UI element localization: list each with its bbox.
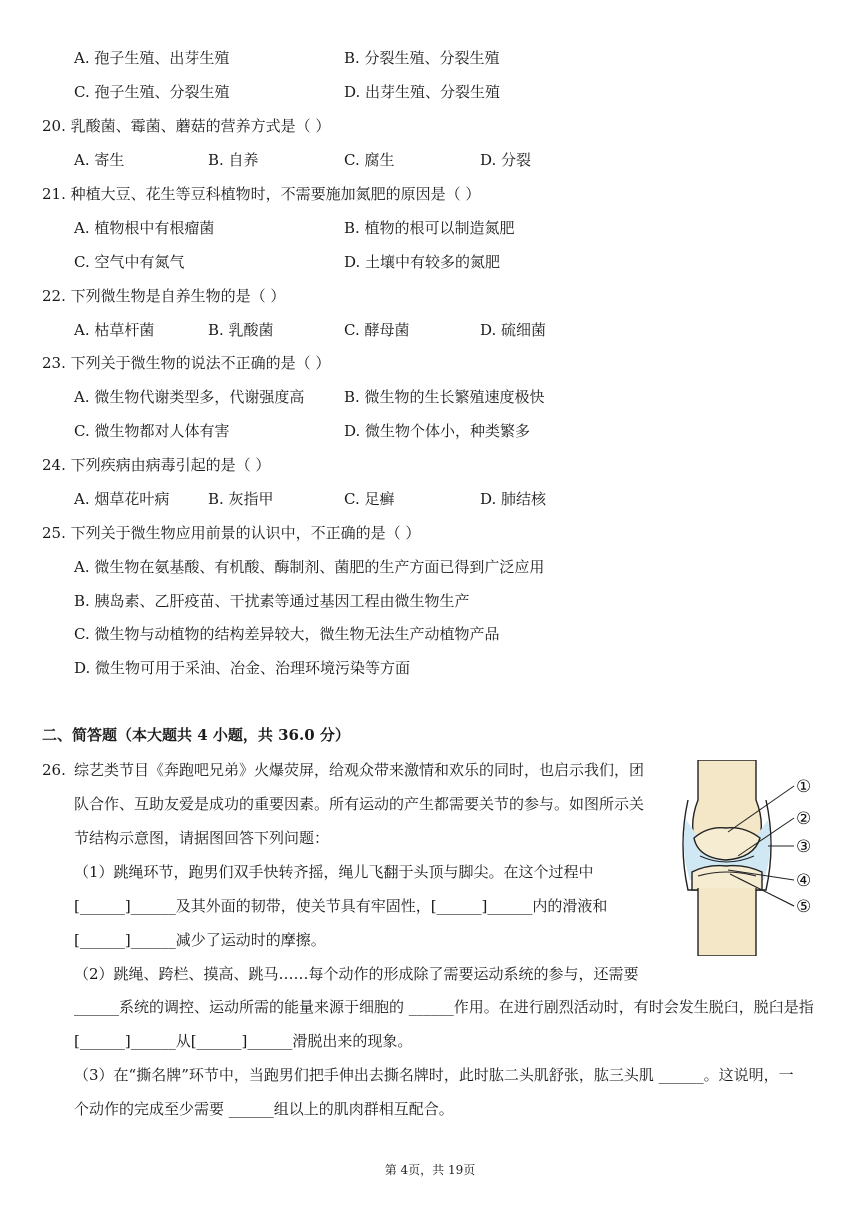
q25-option-c: C. 微生物与动植物的结构差异较大，微生物无法生产动植物产品 xyxy=(74,625,500,643)
q22-option-d: D. 硫细菌 xyxy=(480,321,547,339)
q26-part2-blanks-a: ______系统的调控、运动所需的能量来源于细胞的 ______作用。在进行剧烈活动时，有时会发生脱臼，脱臼是指 xyxy=(74,998,814,1016)
figure-label-2: ② xyxy=(796,809,812,829)
q19-option-a: A. 孢子生殖、出芽生殖 xyxy=(74,49,230,67)
q20-option-a: A. 寄生 xyxy=(74,151,125,169)
q20-option-c: C. 腐生 xyxy=(344,151,395,169)
q26-part2-blanks-b: [______]______从[______]______滑脱出来的现象。 xyxy=(74,1032,413,1050)
q21-option-a: A. 植物根中有根瘤菌 xyxy=(74,219,215,237)
joint-structure-diagram xyxy=(668,760,828,956)
q20-option-d: D. 分裂 xyxy=(480,151,532,169)
q23-stem: 23. 下列关于微生物的说法不正确的是（ ） xyxy=(42,354,331,372)
q21-stem: 21. 种植大豆、花生等豆科植物时，不需要施加氮肥的原因是（ ） xyxy=(42,185,481,203)
q19-option-b: B. 分裂生殖、分裂生殖 xyxy=(344,49,500,67)
q23-option-d: D. 微生物个体小，种类繁多 xyxy=(344,422,531,440)
q23-option-c: C. 微生物都对人体有害 xyxy=(74,422,230,440)
q26-part3: （3）在“撕名牌”环节中，当跑男们把手伸出去撕名牌时，此时肱二头肌舒张，肱三头肌 ______。这说明，一 xyxy=(74,1066,794,1084)
q20-stem: 20. 乳酸菌、霉菌、蘑菇的营养方式是（ ） xyxy=(42,117,331,135)
q25-option-a: A. 微生物在氨基酸、有机酸、酶制剂、菌肥的生产方面已得到广泛应用 xyxy=(74,558,545,576)
q22-option-c: C. 酵母菌 xyxy=(344,321,410,339)
q22-option-a: A. 枯草杆菌 xyxy=(74,321,155,339)
section-heading: 二、简答题（本大题共 4 小题，共 36.0 分） xyxy=(42,726,350,744)
q26-intro: 综艺类节目《奔跑吧兄弟》火爆荧屏，给观众带来激情和欢乐的同时，也启示我们，团队合作、互助友爱是成功的重要因素。所有运动的产生都需要关节的参与。如图所示关节结构示意图，请据图回答下列问题： xyxy=(74,761,645,847)
page-footer: 第 4页，共 19页 xyxy=(384,1163,476,1177)
q24-option-c: C. 足癣 xyxy=(344,490,395,508)
figure-label-3: ③ xyxy=(796,837,812,857)
q22-option-b: B. 乳酸菌 xyxy=(208,321,274,339)
q21-option-b: B. 植物的根可以制造氮肥 xyxy=(344,219,515,237)
q19-option-d: D. 出芽生殖、分裂生殖 xyxy=(344,83,501,101)
q23-option-b: B. 微生物的生长繁殖速度极快 xyxy=(344,388,545,406)
q20-option-b: B. 自养 xyxy=(208,151,259,169)
q22-stem: 22. 下列微生物是自养生物的是（ ） xyxy=(42,287,286,305)
q21-option-d: D. 土壤中有较多的氮肥 xyxy=(344,253,501,271)
q26-number: 26. xyxy=(42,761,66,779)
figure-label-5: ⑤ xyxy=(796,897,812,917)
q24-option-b: B. 灰指甲 xyxy=(208,490,274,508)
q24-option-d: D. 肺结核 xyxy=(480,490,547,508)
q21-option-c: C. 空气中有氮气 xyxy=(74,253,185,271)
q26-part1-blanks-a: [______]______及其外面的韧带，使关节具有牢固性，[______]______内的滑液和 xyxy=(74,897,608,915)
q19-option-c: C. 孢子生殖、分裂生殖 xyxy=(74,83,230,101)
figure-label-4: ④ xyxy=(796,871,812,891)
q26-part2: （2）跳绳、跨栏、摸高、跳马……每个动作的形成除了需要运动系统的参与，还需要 xyxy=(74,965,639,983)
q25-stem: 25. 下列关于微生物应用前景的认识中，不正确的是（ ） xyxy=(42,524,421,542)
q26-part3-end: 个动作的完成至少需要 ______组以上的肌肉群相互配合。 xyxy=(74,1100,454,1118)
q23-option-a: A. 微生物代谢类型多，代谢强度高 xyxy=(74,388,305,406)
q25-option-b: B. 胰岛素、乙肝疫苗、干扰素等通过基因工程由微生物生产 xyxy=(74,592,470,610)
q24-stem: 24. 下列疾病由病毒引起的是（ ） xyxy=(42,456,271,474)
q24-option-a: A. 烟草花叶病 xyxy=(74,490,170,508)
q26-part1: （1）跳绳环节，跑男们双手快转齐摇，绳儿飞翻于头顶与脚尖。在这个过程中 xyxy=(74,863,594,881)
q26-part1-blanks-b: [______]______减少了运动时的摩擦。 xyxy=(74,931,326,949)
q25-option-d: D. 微生物可用于采油、冶金、治理环境污染等方面 xyxy=(74,659,411,677)
figure-label-1: ① xyxy=(796,777,812,797)
